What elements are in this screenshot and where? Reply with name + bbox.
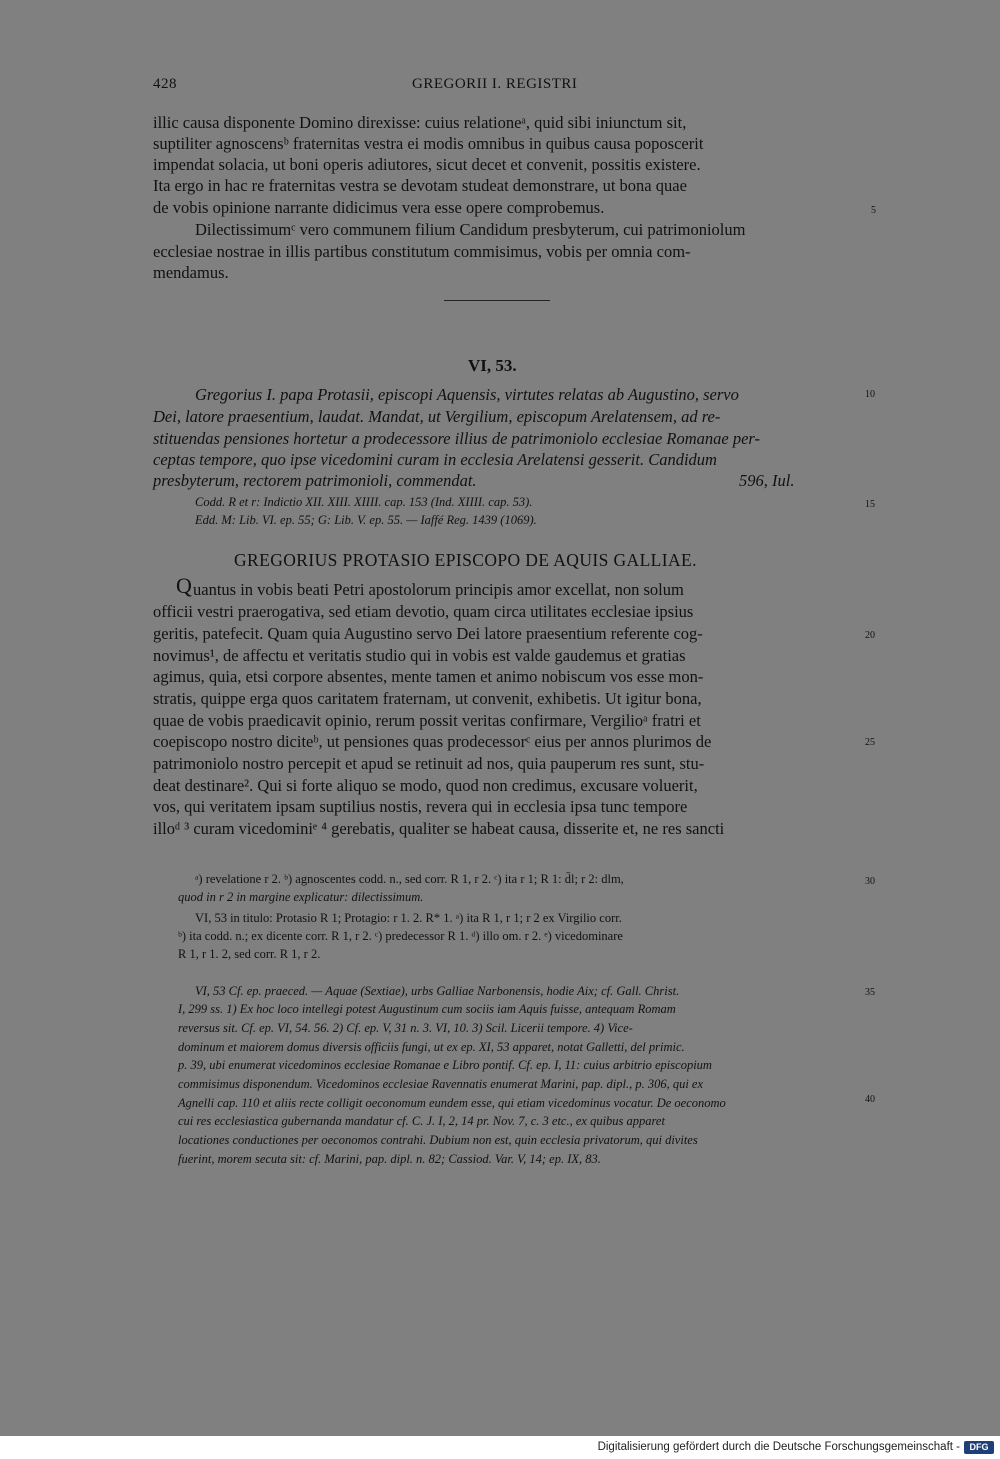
- text-line: Dilectissimumᶜ vero communem filium Candidum presbyterum, cui patrimoniolum: [195, 220, 746, 239]
- apparatus-line: R 1, r 1. 2, sed corr. R 1, r 2.: [178, 947, 321, 961]
- commentary-line: cui res ecclesiastica gubernanda mandatur cf. C. J. I, 2, 14 pr. Nov. 7, c. 3 etc., ex quibus apparet: [178, 1114, 665, 1128]
- text-line: ecclesiae nostrae in illis partibus constitutum commisimus, vobis per omnia com-: [153, 242, 691, 261]
- line-number: 20: [865, 630, 875, 641]
- body-line: geritis, patefecit. Quam quia Augustino servo Dei latore praesentium referente cog-: [153, 624, 703, 643]
- apparatus-line: VI, 53 in titulo: Protasio R 1; Protagio: r 1. 2. R* 1. ᵃ) ita R 1, r 1; r 2 ex Virgilio corr.: [195, 911, 622, 925]
- line-number: 15: [865, 499, 875, 510]
- commentary-line: locationes conductiones per oeconomos contrahi. Dubium non est, quin ecclesia privatorum, qui divites: [178, 1133, 698, 1147]
- apparatus-line: quod in r 2 in margine explicatur: dilectissimum.: [178, 890, 424, 904]
- body-line: stratis, quippe erga quos caritatem fraternam, ut convenit, exhibetis. Ut igitur bona,: [153, 689, 702, 708]
- summary-line: Dei, latore praesentium, laudat. Mandat, ut Vergilium, episcopum Arelatensem, ad re-: [153, 407, 721, 426]
- commentary-line: I, 299 ss. 1) Ex hoc loco intellegi potest Augustinum cum sociis iam Aquis fuisse, antequam Romam: [178, 1002, 676, 1016]
- apparatus-line: ᵃ) revelatione r 2. ᵇ) agnoscentes codd. n., sed corr. R 1, r 2. ᶜ) ita r 1; R 1: d̄l; r 2: dlm,: [195, 872, 624, 886]
- summary-line: Gregorius I. papa Protasii, episcopi Aquensis, virtutes relatas ab Augustino, servo: [195, 385, 739, 404]
- manuscripts-line: Codd. R et r: Indictio XII. XIII. XIIII. cap. 153 (Ind. XIIII. cap. 53).: [195, 495, 533, 509]
- commentary-line: reversus sit. Cf. ep. VI, 54. 56. 2) Cf. ep. V, 31 n. 3. VI, 10. 3) Scil. Licerii tempore. 4) Vice-: [178, 1021, 633, 1035]
- line-number: 25: [865, 737, 875, 748]
- line-number: 35: [865, 987, 875, 998]
- footer-text: Digitalisierung gefördert durch die Deutsche Forschungsgemeinschaft -: [597, 1441, 960, 1453]
- summary-line: ceptas tempore, quo ipse vicedomini curam in ecclesia Arelatensi gesserit. Candidum: [153, 450, 717, 469]
- text-line: de vobis opinione narrante didicimus vera esse opere comprobemus.: [153, 198, 605, 217]
- editions-line: Edd. M: Lib. VI. ep. 55; G: Lib. V. ep. 55. — Iaffé Reg. 1439 (1069).: [195, 513, 537, 527]
- line-number: 10: [865, 389, 875, 400]
- line-number: 5: [871, 205, 876, 216]
- line-number: 40: [865, 1094, 875, 1105]
- body-line: coepiscopo nostro diciteᵇ, ut pensiones quas prodecessorᶜ eius per annos plurimos de: [153, 732, 712, 751]
- summary-line: stituendas pensiones hortetur a prodecessore illius de patrimoniolo ecclesiae Romanae per-: [153, 429, 761, 448]
- commentary-line: fuerint, morem secuta sit: cf. Marini, pap. dipl. n. 82; Cassiod. Var. V, 14; ep. IX, 83.: [178, 1152, 601, 1166]
- page-number: 428: [153, 76, 177, 92]
- commentary-line: commisimus disponendum. Vicedominos ecclesiae Ravennatis enumerat Marini, pap. dipl., p. 306, qui ex: [178, 1077, 704, 1091]
- text-line: mendamus.: [153, 263, 229, 282]
- body-line: uantus in vobis beati Petri apostolorum principis amor excellat, non solum: [193, 580, 684, 599]
- body-line: illoᵈ ³ curam vicedominiᵉ ⁴ gerebatis, qualiter se habeat causa, disserite et, ne res sancti: [153, 819, 725, 838]
- body-line: patrimoniolo nostro percepit et apud se retinuit ad nos, quia pauperum res sunt, stu-: [153, 754, 705, 773]
- section-divider: [444, 300, 550, 301]
- text-line: suptiliter agnoscensᵇ fraternitas vestra ei modis omnibus in quibus causa poposcerit: [153, 134, 704, 153]
- date-note: 596, Iul.: [739, 471, 795, 490]
- drop-initial: Q: [176, 573, 192, 598]
- commentary-line: Agnelli cap. 110 et aliis recte colligit oeconomum eundem esse, qui etiam vicedominus vocatur. De oeconomo: [178, 1096, 726, 1110]
- text-line: illic causa disponente Domino direxisse: cuius relationeᵃ, quid sibi iniunctum sit,: [153, 113, 687, 132]
- body-line: quae de vobis praedicavit opinio, rerum possit veritas confirmare, Vergilioᵃ fratri et: [153, 711, 701, 730]
- summary-line: presbyterum, rectorem patrimonioli, commendat.: [153, 471, 477, 490]
- commentary-line: VI, 53 Cf. ep. praeced. — Aquae (Sextiae), urbs Galliae Narbonensis, hodie Aix; cf. Gall. Christ.: [195, 984, 680, 998]
- commentary-line: p. 39, ubi enumerat vicedominos ecclesiae Romanae e Libro pontif. Cf. ep. I, 11: cuius arbitrio episcopium: [178, 1058, 712, 1072]
- commentary-line: dominum et maiorem domus diversis officiis fungi, ut ex ep. XI, 53 apparet, notat Galletti, del primic.: [178, 1040, 685, 1054]
- dfg-logo: DFG: [964, 1441, 994, 1454]
- text-line: Ita ergo in hac re fraternitas vestra se devotam studeat demonstrare, ut bona quae: [153, 176, 687, 195]
- text-line: impendat solacia, ut boni operis adiutores, sicut decet et convenit, possitis existere.: [153, 155, 701, 174]
- body-line: agimus, quia, etsi corpore absentes, mente tamen et animo nobiscum vos esse mon-: [153, 667, 704, 686]
- letter-title: GREGORIUS PROTASIO EPISCOPO DE AQUIS GALLIAE.: [234, 550, 697, 570]
- body-line: officii vestri praerogativa, sed etiam devotio, quam circa utilitates ecclesiae ipsius: [153, 602, 694, 621]
- body-line: deat destinare². Qui si forte aliquo se modo, quod non credimus, excusare voluerit,: [153, 776, 698, 795]
- line-number: 30: [865, 876, 875, 887]
- footer-bar: [0, 1436, 1000, 1459]
- body-line: vos, qui veritatem ipsam suptilius nostis, revera qui in ecclesia ipsa tunc tempore: [153, 797, 688, 816]
- apparatus-line: ᵇ) ita codd. n.; ex dicente corr. R 1, r 2. ᶜ) predecessor R 1. ᵈ) illo om. r 2. ᵉ) vicedominare: [178, 929, 623, 943]
- running-title: GREGORII I. REGISTRI: [412, 76, 578, 92]
- letter-number: VI, 53.: [468, 356, 517, 375]
- body-line: novimus¹, de affectu et veritatis studio qui in vobis est valde gaudemus et gratias: [153, 646, 686, 665]
